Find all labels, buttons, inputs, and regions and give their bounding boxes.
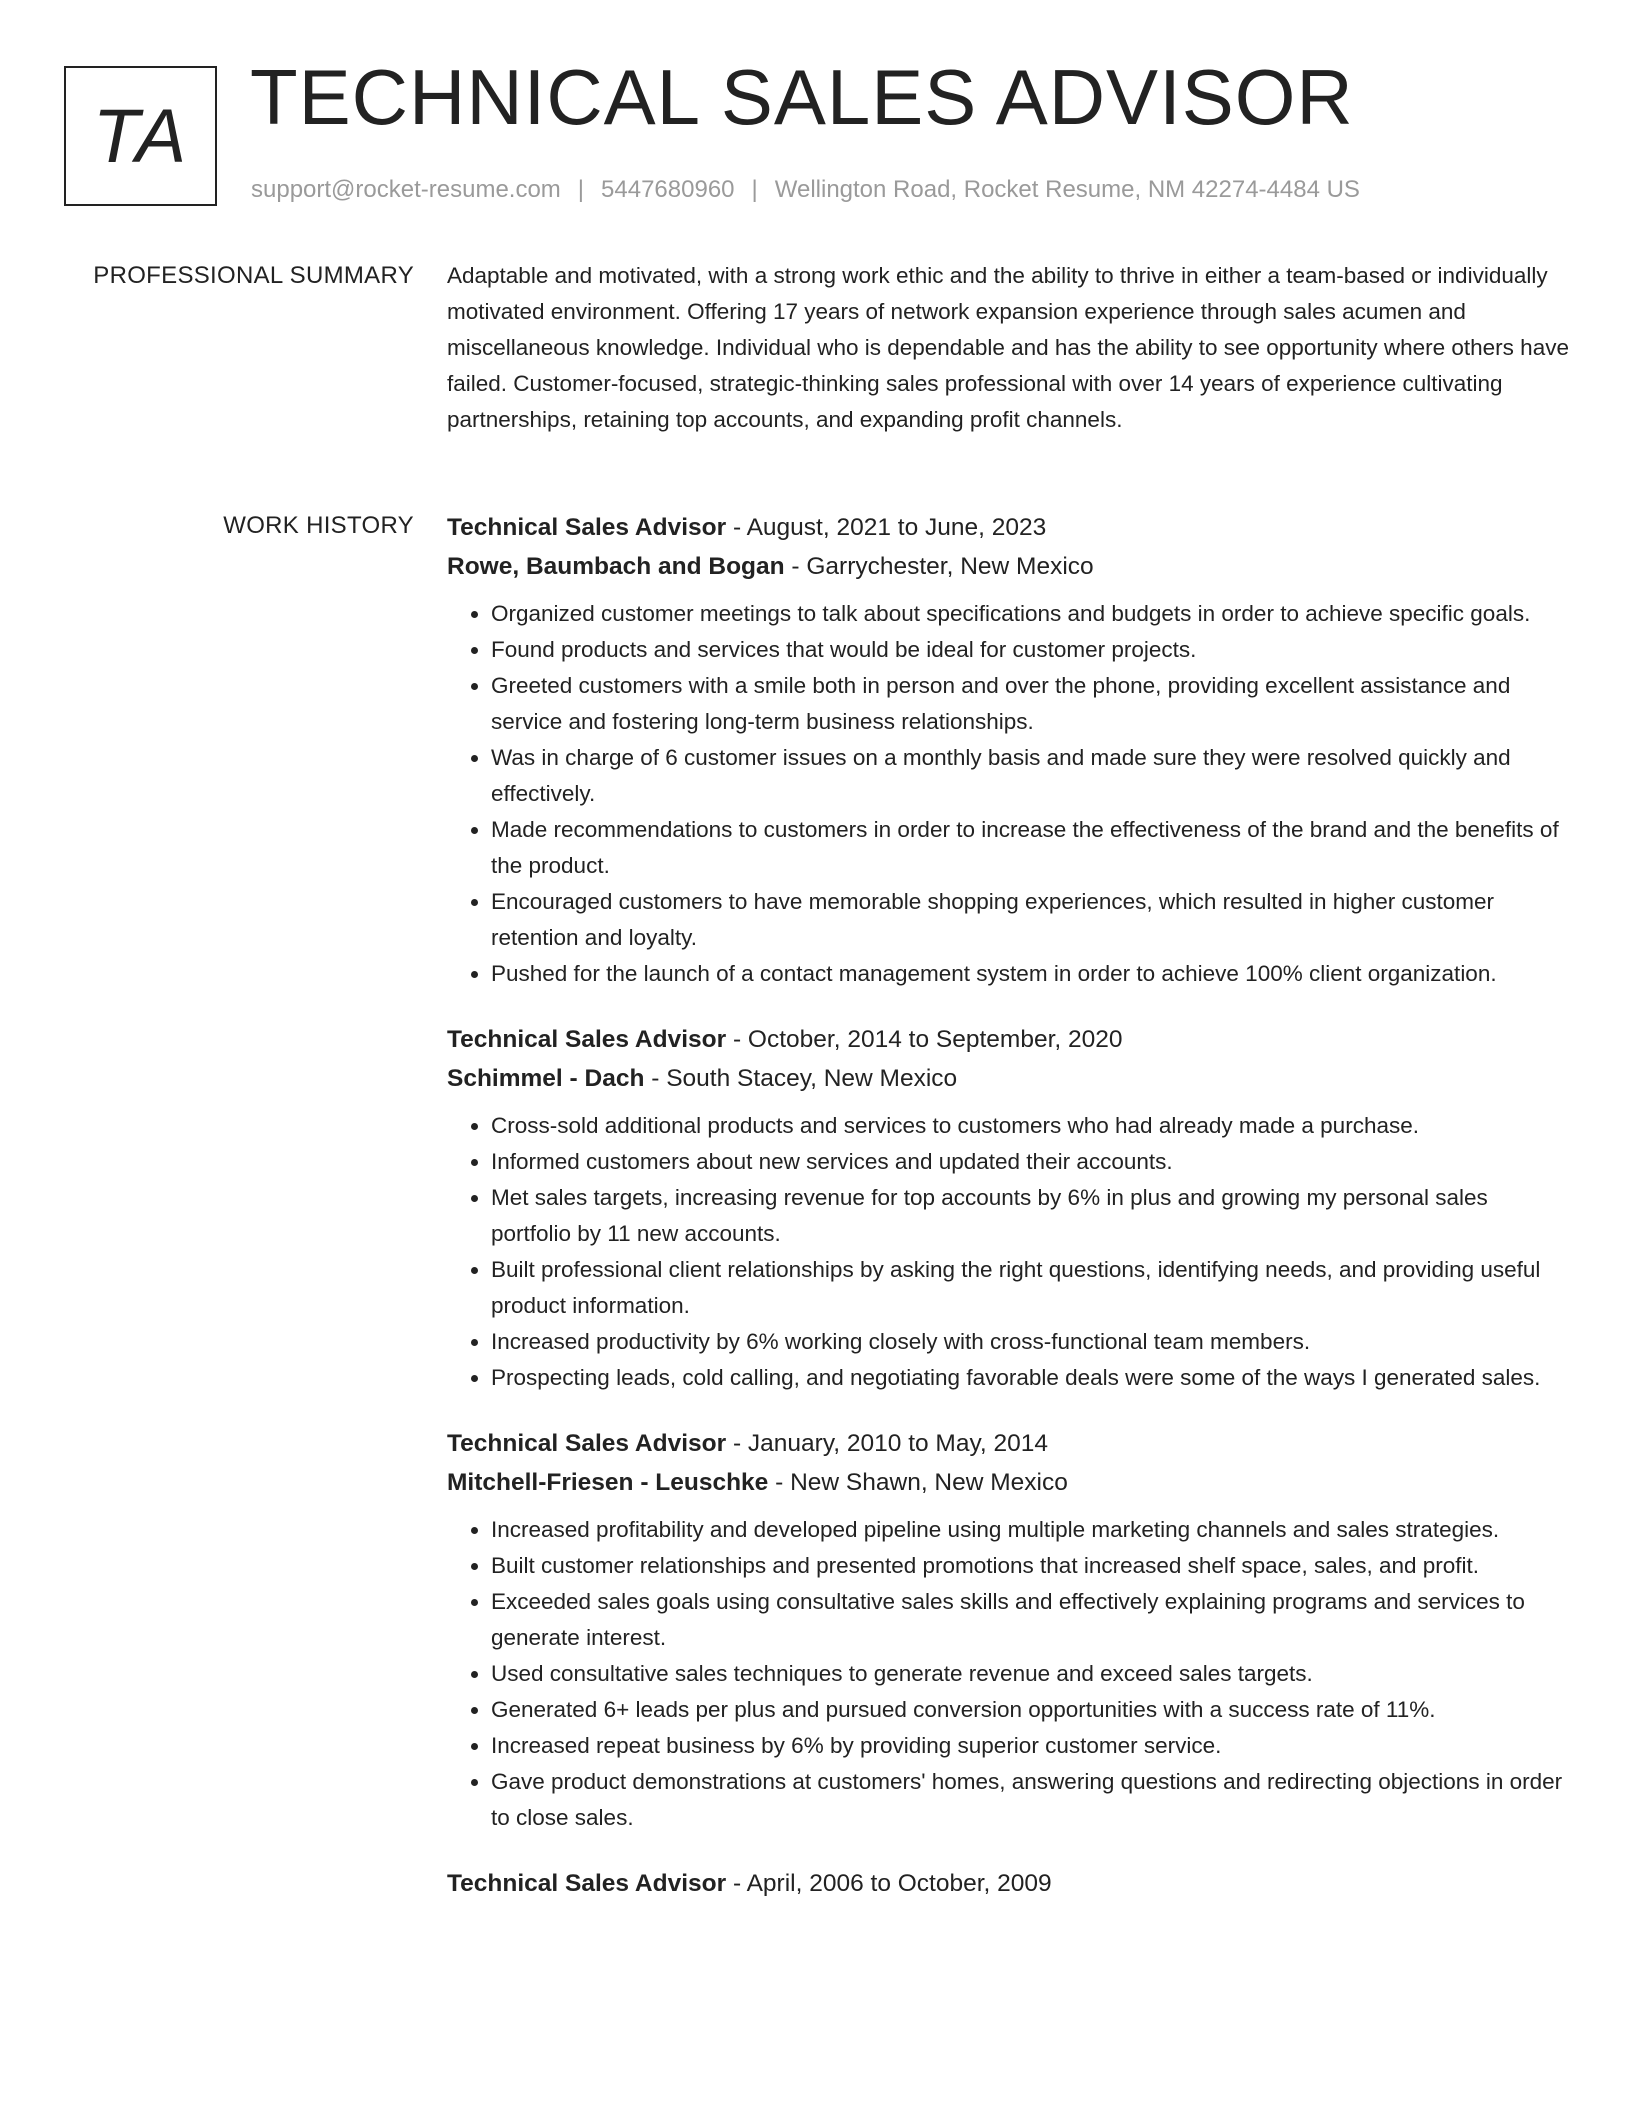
job-company-line — [447, 547, 1572, 586]
job-dates: - April, 2006 to October, 2009 — [726, 1870, 1052, 1897]
job-bullet-list — [447, 596, 1572, 992]
contact-phone[interactable]: 5447680960 — [601, 176, 735, 203]
job-title: Technical Sales Advisor — [447, 1026, 727, 1053]
contact-email[interactable]: support@rocket-resume.com — [251, 176, 561, 203]
job-bullet: • Found products and services that would be ideal for customer projects. — [491, 632, 1572, 668]
job-dates: - January, 2010 to May, 2014 — [726, 1430, 1049, 1457]
job-bullet: • Exceeded sales goals using consultative sales skills and effectively explaining programs and services to generate interest. — [491, 1584, 1572, 1656]
job-bullet: • Gave product demonstrations at customers' homes, answering questions and redirecting objections in order to close sales. — [491, 1764, 1572, 1836]
job-title: Technical Sales Advisor — [447, 1430, 727, 1457]
work-history-body — [447, 508, 1572, 1931]
job-entry — [447, 1864, 1572, 1903]
job-entry — [447, 508, 1572, 992]
contact-separator: | — [751, 176, 758, 203]
job-title: Technical Sales Advisor — [447, 1870, 727, 1897]
section-label-summary: PROFESSIONAL SUMMARY — [93, 262, 414, 289]
job-bullet: • Prospecting leads, cold calling, and negotiating favorable deals were some of the ways I generated sales. — [491, 1360, 1572, 1396]
contact-address: Wellington Road, Rocket Resume, NM 42274-4484 US — [774, 176, 1360, 203]
job-bullet-list — [447, 1108, 1572, 1396]
job-bullet: • Encouraged customers to have memorable shopping experiences, which resulted in higher customer retention and loyalty. — [491, 884, 1572, 956]
job-title-line — [447, 508, 1572, 547]
job-location: - New Shawn, New Mexico — [768, 1469, 1068, 1496]
job-bullet: • Increased productivity by 6% working closely with cross-functional team members. — [491, 1324, 1572, 1360]
job-dates: - August, 2021 to June, 2023 — [726, 514, 1047, 541]
job-bullet: • Informed customers about new services and updated their accounts. — [491, 1144, 1572, 1180]
job-company-line — [447, 1059, 1572, 1098]
job-bullet: • Built customer relationships and presented promotions that increased shelf space, sales, and profit. — [491, 1548, 1572, 1584]
job-bullet: • Used consultative sales techniques to generate revenue and exceed sales targets. — [491, 1656, 1572, 1692]
job-company: Mitchell-Friesen - Leuschke — [447, 1469, 769, 1496]
job-bullet-list — [447, 1512, 1572, 1836]
contact-line — [251, 176, 1360, 204]
job-bullet: • Was in charge of 6 customer issues on a monthly basis and made sure they were resolved quickly and effectively. — [491, 740, 1572, 812]
monogram-logo: TA — [64, 66, 217, 206]
job-bullet: • Greeted customers with a smile both in person and over the phone, providing excellent assistance and service and fostering long-term business relationships. — [491, 668, 1572, 740]
job-entry — [447, 1424, 1572, 1836]
job-bullet: • Made recommendations to customers in order to increase the effectiveness of the brand and the benefits of the product. — [491, 812, 1572, 884]
job-title-line — [447, 1864, 1572, 1903]
job-title-line — [447, 1020, 1572, 1059]
job-bullet: • Increased repeat business by 6% by providing superior customer service. — [491, 1728, 1572, 1764]
job-bullet: • Increased profitability and developed pipeline using multiple marketing channels and sales strategies. — [491, 1512, 1572, 1548]
job-bullet: • Generated 6+ leads per plus and pursued conversion opportunities with a success rate of 11%. — [491, 1692, 1572, 1728]
job-bullet: • Pushed for the launch of a contact management system in order to achieve 100% client organization. — [491, 956, 1572, 992]
job-bullet: • Cross-sold additional products and services to customers who had already made a purchase. — [491, 1108, 1572, 1144]
summary-text: Adaptable and motivated, with a strong work ethic and the ability to thrive in either a team-based or individually motivated environment. Offering 17 years of network expansion experience through sales acumen and miscellaneous knowledge. Individual who is dependable and has the ability to see opportunity where others have failed. Customer-focused, strategic-thinking sales professional with over 14 years of experience cultivating partnerships, retaining top accounts, and expanding profit channels. — [447, 263, 1569, 432]
job-title-line — [447, 1424, 1572, 1463]
section-label-work-history: WORK HISTORY — [223, 512, 414, 539]
job-company-line — [447, 1463, 1572, 1502]
job-title: Technical Sales Advisor — [447, 514, 727, 541]
job-entry — [447, 1020, 1572, 1396]
resume-name-heading: TECHNICAL SALES ADVISOR — [250, 53, 1354, 141]
job-location: - South Stacey, New Mexico — [644, 1065, 958, 1092]
job-company: Schimmel - Dach — [447, 1065, 645, 1092]
contact-separator: | — [577, 176, 585, 203]
job-location: - Garrychester, New Mexico — [784, 553, 1094, 580]
job-bullet: • Met sales targets, increasing revenue for top accounts by 6% in plus and growing my personal sales portfolio by 11 new accounts. — [491, 1180, 1572, 1252]
job-company: Rowe, Baumbach and Bogan — [447, 553, 785, 580]
job-dates: - October, 2014 to September, 2020 — [726, 1026, 1123, 1053]
job-bullet: • Built professional client relationships by asking the right questions, identifying needs, and providing useful product information. — [491, 1252, 1572, 1324]
job-bullet: • Organized customer meetings to talk about specifications and budgets in order to achieve specific goals. — [491, 596, 1572, 632]
